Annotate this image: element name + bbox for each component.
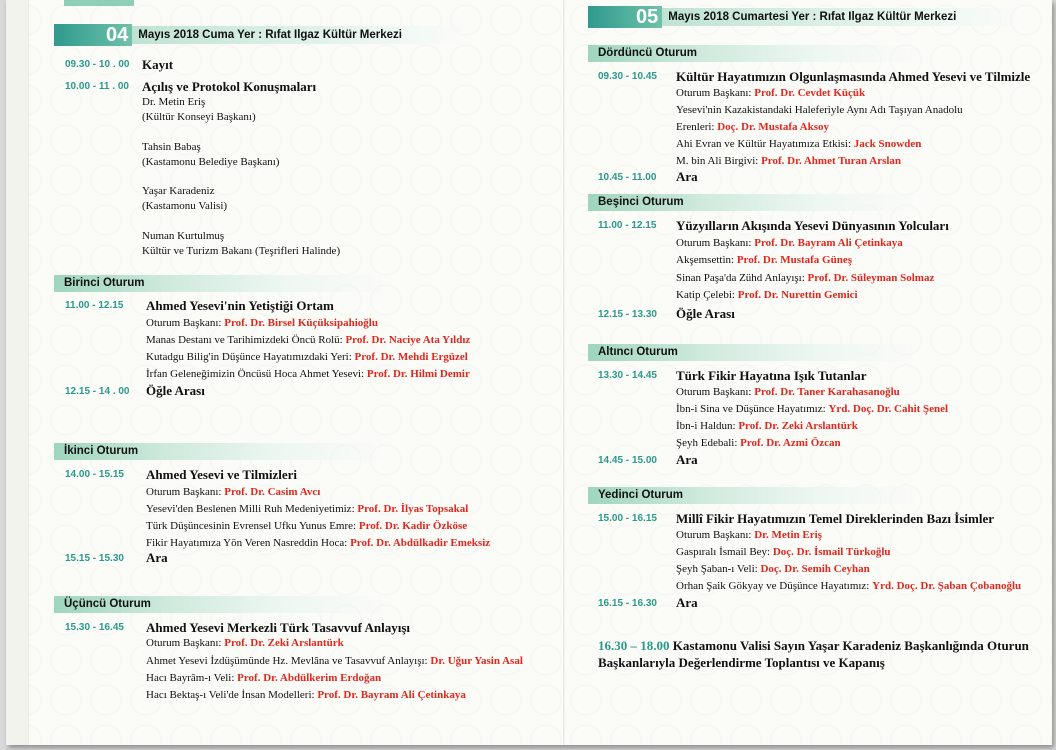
session-header: Altıncı Oturum [588, 344, 918, 361]
time-label: 12.15 - 13.30 [598, 309, 657, 320]
talk-speaker: Dr. Uğur Yasin Asal [430, 655, 523, 667]
talk-line: İrfan Geleneğimizin Öncüsü Hoca Ahmet Yesevi: Prof. Dr. Hilmi Demir [146, 368, 470, 380]
talk-line: İbn-i Haldun: Prof. Dr. Zeki Arslantürk [676, 420, 858, 432]
session-title: Yüzyılların Akışında Yesevi Dünyasının Yolcuları [676, 218, 949, 233]
agenda-title: Kayıt [142, 57, 174, 72]
day2-header [588, 6, 1016, 28]
talk-line: Orhan Şaik Gökyay ve Düşünce Hayatımız: Yrd. Doç. Dr. Şaban Çobanoğlu [676, 580, 1022, 592]
talk-speaker: Prof. Dr. Hilmi Demir [366, 368, 470, 380]
talk-line: İbn-i Sina ve Düşünce Hayatımız: Yrd. Doç. Dr. Cahit Şenel [676, 403, 949, 415]
session-chair: Oturum Başkanı: Prof. Dr. Birsel Küçüksipahioğlu [146, 317, 378, 329]
talk-speaker: Prof. Dr. Süleyman Solmaz [807, 272, 935, 284]
session-header: Üçüncü Oturum [54, 596, 384, 613]
talk-speaker: Prof. Dr. Zeki Arslantürk [738, 420, 858, 432]
talk-line: Fikir Hayatımıza Yön Veren Nasreddin Hoca: Prof. Dr. Abdülkadir Emeksiz [146, 537, 491, 549]
talk-line: Kutadgu Bilig'in Düşünce Hayatımızdaki Yeri: Prof. Dr. Mehdi Ergüzel [146, 351, 468, 363]
talk-speaker: Prof. Dr. İlyas Topsakal [357, 503, 469, 515]
closing-time: 16.30 – 18.00 [598, 638, 670, 653]
chair-name: Prof. Dr. Taner Karahasanoğlu [754, 386, 900, 398]
speaker-role: Kültür ve Turizm Bakanı (Teşrifleri Halinde) [142, 245, 341, 257]
talk-line: Ahi Evran ve Kültür Hayatımıza Etkisi: Jack Snowden [676, 138, 922, 150]
right-page [566, 0, 1052, 745]
speaker-name: Yaşar Karadeniz [142, 185, 215, 197]
time-label: 14.00 - 15.15 [65, 469, 124, 480]
speaker-role: (Kastamonu Valisi) [142, 200, 228, 212]
chair-name: Prof. Dr. Cevdet Küçük [754, 87, 866, 99]
talk-line: Gaspıralı İsmail Bey: Doç. Dr. İsmail Türkoğlu [676, 546, 891, 558]
talk-speaker: Prof. Dr. Abdülkadir Emeksiz [350, 537, 491, 549]
session-chair: Oturum Başkanı: Prof. Dr. Cevdet Küçük [676, 87, 866, 99]
talk-line: Yesevi'nin Kazakistandaki Haleferiyle Aynı Adı Taşıyan Anadolu [676, 104, 963, 116]
chair-name: Prof. Dr. Zeki Arslantürk [224, 637, 344, 649]
talk-speaker: Prof. Dr. Kadir Özköse [358, 520, 468, 532]
time-label: 15.30 - 16.45 [65, 622, 124, 633]
talk-speaker: Prof. Dr. Abdülkerim Erdoğan [237, 672, 382, 684]
talk-line: Hacı Bektaş-ı Veli'de İnsan Modelleri: Prof. Dr. Bayram Ali Çetinkaya [146, 689, 466, 701]
time-label: 09.30 - 10 . 00 [65, 59, 130, 70]
talk-speaker: Prof. Dr. Naciye Ata Yıldız [345, 334, 471, 346]
time-label: 15.15 - 15.30 [65, 553, 124, 564]
time-label: 13.30 - 14.45 [598, 370, 657, 381]
talk-line: Şeyh Şaban-ı Veli: Doç. Dr. Semih Ceyhan [676, 563, 870, 575]
talk-line: Türk Düşüncesinin Evrensel Ufku Yunus Emre: Prof. Dr. Kadir Özköse [146, 520, 468, 532]
session-chair: Oturum Başkanı: Prof. Dr. Taner Karahasanoğlu [676, 386, 900, 398]
talk-speaker: Prof. Dr. Ahmet Turan Arslan [761, 155, 902, 167]
talk-line: Yesevi'den Beslenen Milli Ruh Medeniyetimiz: Prof. Dr. İlyas Topsakal [146, 503, 469, 515]
session-header: İkinci Oturum [54, 443, 384, 460]
session-chair: Oturum Başkanı: Prof. Dr. Casim Avcı [146, 486, 321, 498]
talk-speaker: Prof. Dr. Nurettin Gemici [737, 289, 858, 301]
break-label: Ara [676, 595, 698, 610]
session-title: Ahmed Yesevi ve Tilmizleri [146, 467, 298, 482]
page-fold [563, 0, 565, 745]
talk-speaker: Prof. Dr. Azmi Özcan [740, 437, 841, 449]
chair-name: Dr. Metin Eriş [754, 529, 822, 541]
speaker-role: (Kültür Konseyi Başkanı) [142, 111, 256, 123]
chair-name: Prof. Dr. Birsel Küçüksipahioğlu [224, 317, 378, 329]
talk-speaker: Prof. Dr. Mehdi Ergüzel [354, 351, 468, 363]
time-label: 10.45 - 11.00 [598, 172, 657, 183]
session-chair: Oturum Başkanı: Dr. Metin Eriş [676, 529, 822, 541]
session-title: Kültür Hayatımızın Olgunlaşmasında Ahmed Yesevi ve Tilmizle [676, 69, 1031, 84]
talk-line: Manas Destanı ve Tarihimizdeki Öncü Rolü: Prof. Dr. Naciye Ata Yıldız [146, 334, 471, 346]
time-label: 14.45 - 15.00 [598, 455, 657, 466]
day1-header [54, 24, 462, 46]
session-chair: Oturum Başkanı: Prof. Dr. Zeki Arslantürk [146, 637, 344, 649]
break-label: Ara [146, 550, 168, 565]
session-title: Ahmed Yesevi Merkezli Türk Tasavvuf Anlayışı [146, 620, 410, 635]
talk-line: Hacı Bayrâm-ı Veli: Prof. Dr. Abdülkerim Erdoğan [146, 672, 382, 684]
talk-line: Katip Çelebi: Prof. Dr. Nurettin Gemici [676, 289, 858, 301]
talk-speaker: Prof. Dr. Bayram Ali Çetinkaya [317, 689, 466, 701]
time-label: 09.30 - 10.45 [598, 71, 657, 82]
break-label: Ara [676, 452, 698, 467]
time-label: 11.00 - 12.15 [65, 300, 124, 311]
day2-header-text: Mayıs 2018 Cumartesi Yer : Rıfat Ilgaz Kültür Merkezi [662, 8, 1016, 26]
session-title: Ahmed Yesevi'nin Yetiştiği Ortam [146, 298, 334, 313]
time-label: 11.00 - 12.15 [598, 220, 657, 231]
chair-name: Prof. Dr. Casim Avcı [224, 486, 321, 498]
talk-line: Şeyh Edebali: Prof. Dr. Azmi Özcan [676, 437, 841, 449]
agenda-title: Açılış ve Protokol Konuşmaları [142, 79, 317, 94]
talk-line: Sinan Paşa'da Zühd Anlayışı: Prof. Dr. Süleyman Solmaz [676, 272, 935, 284]
talk-speaker: Doç. Dr. Mustafa Aksoy [717, 121, 829, 133]
day1-header-text: Mayıs 2018 Cuma Yer : Rıfat Ilgaz Kültür Merkezi [132, 26, 462, 44]
session-header: Birinci Oturum [54, 275, 384, 292]
left-page [6, 0, 562, 745]
day1-number: 04 [54, 24, 132, 46]
session-header: Dördüncü Oturum [588, 45, 918, 62]
talk-speaker: Yrd. Doç. Dr. Cahit Şenel [828, 403, 949, 415]
session-header: Yedinci Oturum [588, 487, 918, 504]
break-label: Öğle Arası [676, 306, 735, 321]
time-label: 15.00 - 16.15 [598, 513, 657, 524]
closing-line: Başkanlarıyla Değerlendirme Toplantısı ve Kapanış [598, 655, 885, 670]
session-title: Millî Fikir Hayatımızın Temel Direklerinden Bazı İsimler [676, 511, 994, 526]
time-label: 12.15 - 14 . 00 [65, 386, 130, 397]
talk-line: Erenleri: Doç. Dr. Mustafa Aksoy [676, 121, 829, 133]
session-header: Beşinci Oturum [588, 194, 918, 211]
talk-line: Ahmet Yesevi İzdüşümünde Hz. Mevlâna ve Tasavvuf Anlayışı: Dr. Uğur Yasin Asal [146, 655, 523, 667]
closing-line: 16.30 – 18.00 Kastamonu Valisi Sayın Yaşar Karadeniz Başkanlığında Oturun [598, 638, 1029, 653]
talk-line: Akşemsettin: Prof. Dr. Mustafa Güneş [676, 254, 853, 266]
time-label: 10.00 - 11 . 00 [65, 81, 129, 92]
day2-number: 05 [588, 6, 662, 28]
program-sheet [6, 0, 1052, 745]
time-label: 16.15 - 16.30 [598, 598, 657, 609]
speaker-name: Dr. Metin Eriş [142, 96, 206, 108]
chair-name: Prof. Dr. Bayram Ali Çetinkaya [754, 237, 903, 249]
session-chair: Oturum Başkanı: Prof. Dr. Bayram Ali Çetinkaya [676, 237, 903, 249]
talk-speaker: Prof. Dr. Mustafa Güneş [736, 254, 853, 266]
talk-line: M. bin Ali Birgivi: Prof. Dr. Ahmet Turan Arslan [676, 155, 902, 167]
talk-speaker: Doç. Dr. İsmail Türkoğlu [772, 546, 891, 558]
break-label: Ara [676, 169, 698, 184]
talk-speaker: Doç. Dr. Semih Ceyhan [760, 563, 870, 575]
speaker-name: Numan Kurtulmuş [142, 230, 225, 242]
speaker-name: Tahsin Babaş [142, 141, 201, 153]
talk-speaker: Yrd. Doç. Dr. Şaban Çobanoğlu [872, 580, 1022, 592]
talk-speaker: Jack Snowden [853, 138, 922, 150]
session-title: Türk Fikir Hayatına Işık Tutanlar [676, 368, 867, 383]
speaker-role: (Kastamonu Belediye Başkanı) [142, 156, 280, 168]
break-label: Öğle Arası [146, 383, 205, 398]
